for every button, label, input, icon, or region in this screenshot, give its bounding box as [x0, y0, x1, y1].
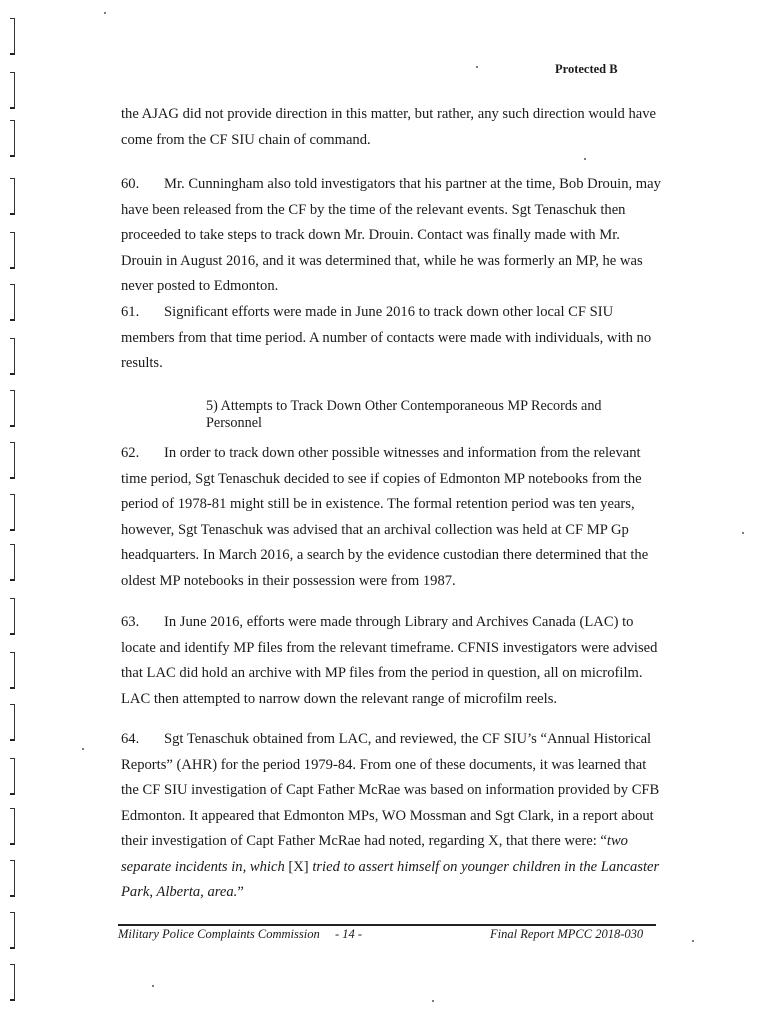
binding-mark: [10, 72, 15, 109]
scan-speck: [152, 985, 154, 987]
scan-speck: [104, 12, 106, 14]
paragraph-61: [121, 300, 661, 377]
scan-speck: [584, 158, 586, 160]
scan-speck: [432, 1000, 434, 1002]
paragraph-64: [121, 727, 661, 906]
paragraph-continued: [121, 102, 661, 153]
footer-right: Final Report MPCC 2018-030: [490, 927, 644, 941]
paragraph-text: Sgt Tenaschuk obtained from LAC, and reviewed, the CF SIU’s “Annual Historical Reports” (AHR) for the period 1979-84. From one of these documents, it was learned that the CF SIU investigation of Capt Father McRae was based on information provided by CFB Edmonton. It appeared that Edmonton MPs, WO Mossman and Sgt Clark, in a report about their investigation of Capt Father McRae had noted, regarding X, that there were: “: [121, 731, 660, 849]
paragraph-text: Mr. Cunningham also told investigators that his partner at the time, Bob Drouin, may have been released from the CF by the time of the relevant events. Sgt Tenaschuk then proceeded to take steps to track down Mr. Drouin. Contact was finally made with Mr. Drouin in August 2016, and it was determined that, while he was formerly an MP, he was never posted to Edmonton.: [121, 176, 661, 294]
scan-speck: [82, 748, 84, 750]
binding-mark: [10, 704, 15, 741]
binding-mark: [10, 178, 15, 215]
binding-mark: [10, 120, 15, 157]
paragraph-number: 61.: [121, 304, 140, 320]
scan-speck: [476, 66, 478, 68]
paragraph-63: [121, 610, 661, 712]
binding-mark: [10, 232, 15, 269]
binding-mark: [10, 964, 15, 1001]
paragraph-number: 60.: [121, 176, 140, 192]
binding-mark: [10, 912, 15, 949]
binding-mark: [10, 284, 15, 321]
quoted-text: two separate incidents in, which: [121, 833, 628, 875]
paragraph-60: [121, 172, 661, 300]
paragraph-number: 64.: [121, 731, 140, 747]
binding-mark: [10, 808, 15, 845]
paragraph-62: [121, 441, 661, 594]
closing-quote: ”: [237, 884, 244, 900]
binding-mark: [10, 390, 15, 427]
page-number: - 14 -: [335, 927, 363, 941]
binding-mark: [10, 758, 15, 795]
scan-speck: [742, 532, 744, 534]
quoted-text: tried to assert himself on younger children in the Lancaster Park, Alberta, area.: [121, 858, 660, 900]
binding-mark: [10, 860, 15, 897]
paragraph-text: In June 2016, efforts were made through Library and Archives Canada (LAC) to locate and identify MP files from the relevant timeframe. CFNIS investigators were advised that LAC did hold an archive with MP files from the period in question, all on microfilm. LAC then attempted to narrow down the relevant range of microfilm reels.: [121, 614, 658, 707]
footer-divider: [118, 924, 656, 926]
binding-mark: [10, 494, 15, 531]
paragraph-text: Significant efforts were made in June 2016 to track down other local CF SIU members from that time period. A number of contacts were made with individuals, with no results.: [121, 304, 652, 371]
binding-mark: [10, 442, 15, 479]
paragraph-number: 62.: [121, 445, 140, 461]
paragraph-number: 63.: [121, 614, 140, 630]
binding-mark: [10, 338, 15, 375]
classification-label: Protected B: [555, 62, 618, 76]
redacted-name: [X]: [288, 858, 309, 875]
footer-left: Military Police Complaints Commission: [118, 927, 320, 941]
binding-mark: [10, 652, 15, 689]
binding-mark: [10, 598, 15, 635]
binding-mark: [10, 544, 15, 581]
paragraph-text: In order to track down other possible witnesses and information from the relevant time period, Sgt Tenaschuk decided to see if copies of Edmonton MP notebooks from the period of 1978-81 might still be in existence. The formal retention period was ten years, however, Sgt Tenaschuk was advised that an archival collection was held at CF MP Gp headquarters. In March 2016, a search by the evidence custodian there determined that the oldest MP notebooks in their possession were from 1987.: [121, 445, 649, 589]
section-heading: 5) Attempts to Track Down Other Contemporaneous MP Records and Personnel: [206, 398, 602, 431]
scan-speck: [692, 940, 694, 942]
binding-mark: [10, 18, 15, 55]
paragraph-text: the AJAG did not provide direction in this matter, but rather, any such direction would have come from the CF SIU chain of command.: [121, 106, 657, 148]
